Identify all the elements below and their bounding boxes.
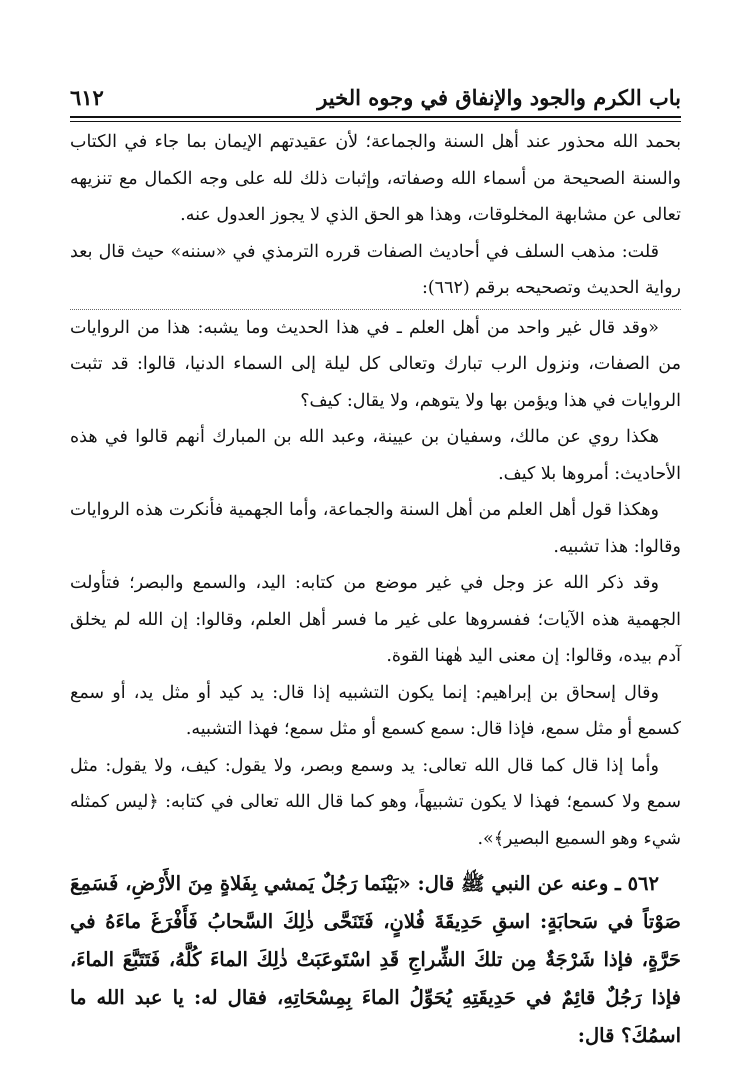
body-text	[70, 124, 681, 1055]
hadith-562: ٥٦٢ ـ وعنه عن النبي ﷺ قال: «بَيْنَما رَجُلٌ يَمشي بِفَلاةٍ مِنَ الأَرْضِ، فَسَمِعَ صَوْتاً في سَحابَةٍ: اسقِ حَدِيقَةَ فُلانٍ، فَتَنَحَّى ذٰلِكَ السَّحابُ فَأَفْرَغَ ماءَهُ في حَرَّةٍ، فإذا شَرْجَةٌ مِن تلكَ الشِّراجِ قَدِ اسْتَوعَبَتْ ذٰلِكَ الماءَ كُلَّهُ، فَتَتَبَّعَ الماءَ، فإذا رَجُلٌ قائِمٌ في حَدِيقَتِهِ يُحَوِّلُ الماءَ بِمِسْحَاتِهِ، فقال له: يا عبد الله ما اسمُكَ؟ قال:	[70, 872, 681, 1047]
paragraph-salaf-narration: هكذا روي عن مالك، وسفيان بن عيينة، وعبد الله بن المبارك أنهم قالوا في هذه الأحاديث: أمروها بلا كيف.	[70, 427, 681, 484]
page-number: ٦١٢	[70, 85, 104, 110]
paragraph-author-note: قلت: مذهب السلف في أحاديث الصفات قرره الترمذي في «سننه» حيث قال بعد رواية الحديث وتصحيحه برقم (٦٦٢):	[70, 241, 681, 298]
chapter-title: باب الكرم والجود والإنفاق في وجوه الخير	[317, 85, 681, 110]
paragraph-ishaq: وقال إسحاق بن إبراهيم: إنما يكون التشبيه إذا قال: يد كيد أو مثل يد، أو سمع كسمع أو مثل سمع، فإذا قال: سمع كسمع أو مثل سمع؛ فهذا التشبيه.	[70, 682, 681, 739]
paragraph-tirmidhi-quote: «وقد قال غير واحد من أهل العلم ـ في هذا الحديث وما يشبه: هذا من الروايات من الصفات، ونزول الرب تبارك وتعالى كل ليلة إلى السماء الدنيا، قالوا: قد تثبت الروايات في هذا ويؤمن بها ولا يتوهم، ولا يقال: كيف؟	[70, 309, 681, 420]
paragraph-conclusion: وأما إذا قال كما قال الله تعالى: يد وسمع وبصر، ولا يقول: كيف، ولا يقول: مثل سمع ولا كسمع؛ فهذا لا يكون تشبيهاً، وهو كما قال الله تعالى في كتابه: ﴿ليس كمثله شيء وهو السميع البصير﴾».	[70, 755, 681, 849]
paragraph-jahmiyya: وهكذا قول أهل العلم من أهل السنة والجماعة، وأما الجهمية فأنكرت هذه الروايات وقالوا: هذا تشبيه.	[70, 500, 681, 557]
header-rule	[70, 116, 681, 122]
paragraph-continuation: بحمد الله محذور عند أهل السنة والجماعة؛ لأن عقيدتهم الإيمان بما جاء في الكتاب والسنة الصحيحة من أسماء الله وصفاته، وإثبات ذلك لله على وجه الكمال مع تنزيهه تعالى عن مشابهة المخلوقات، وهذا هو الحق الذي لا يجوز العدول عنه.	[70, 132, 681, 225]
running-header	[70, 70, 681, 110]
paragraph-ta-wil: وقد ذكر الله عز وجل في غير موضع من كتابه: اليد، والسمع والبصر؛ فتأولت الجهمية هذه الآيات؛ ففسروها على غير ما فسر أهل العلم، وقالوا: إن الله لم يخلق آدم بيده، وقالوا: إن معنى اليد هٰهنا القوة.	[70, 573, 681, 666]
